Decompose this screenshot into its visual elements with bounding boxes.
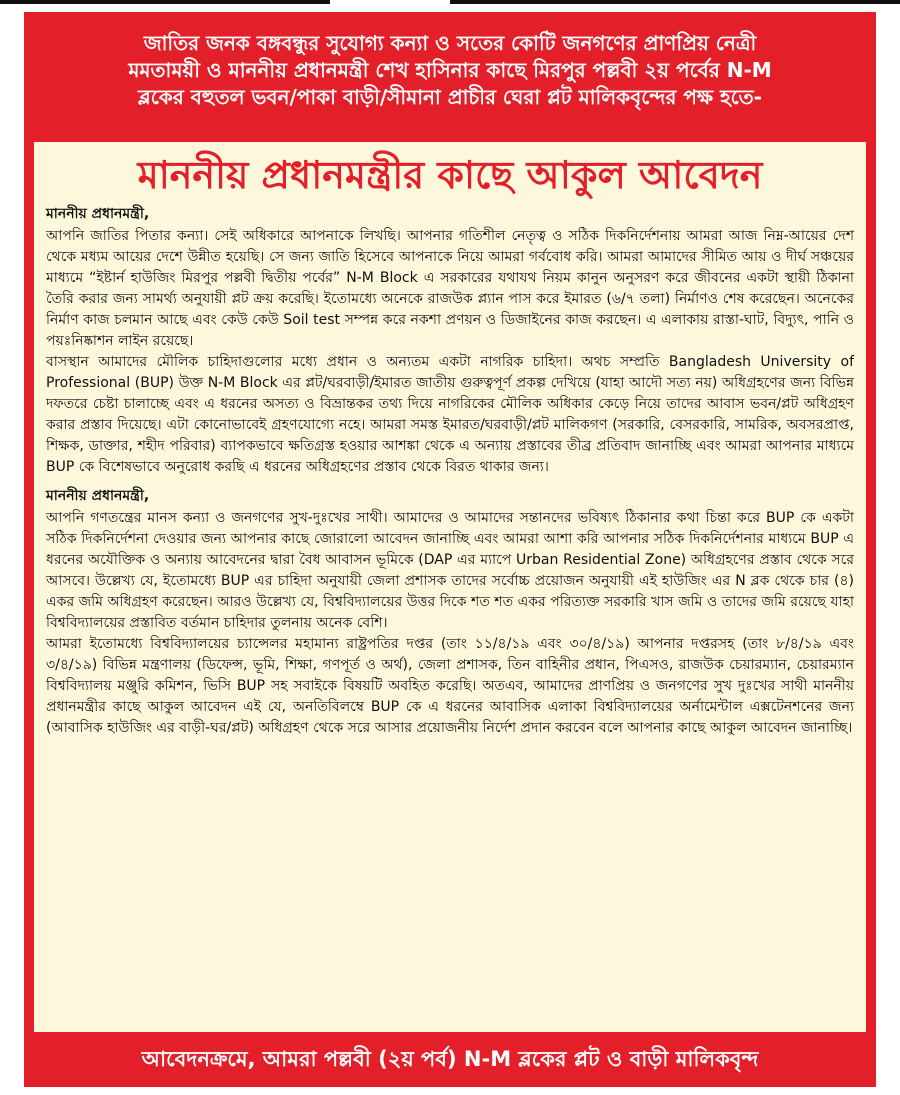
header-line: মমতাময়ী ও মাননীয় প্রধানমন্ত্রী শেখ হাসিনার কাছে মিরপুর পল্লবী ২য় পর্বের N-M bbox=[128, 58, 772, 82]
paragraph-4: আমরা ইতোমধ্যে বিশ্ববিদ্যালয়ের চ্যান্সেলর মহামান্য রাষ্ট্রপতির দপ্তর (তাং ১১/৪/১৯ এবং ৩০/৪/১৯) আপনার দপ্তরসহ (তাং ৮/৪/১৯ এবং ৩/৪/১৯) বিভিন্ন মন্ত্রণালয় (ডিফেন্স, ভূমি, শিক্ষা, গণপূর্ত ও অর্থ), জেলা প্রশাসক, তিন বাহিনীর প্রধান, পিএসও, রাজউক চেয়ারম্যান, চেয়ারম্যান বিশ্ববিদ্যালয় মঞ্জুরি কমিশন, ভিসি BUP সহ সবাইকে বিষয়টি অবহিত করেছি। অতএব, আমাদের প্রাণপ্রিয় ও জনগণের সুখ দুঃখের সাথী মাননীয় প্রধানমন্ত্রীর কাছে আকুল আবেদন এই যে, অনতিবিলম্বে BUP কে এ ধরনের আবাসিক এলাকা বিশ্ববিদ্যালয়ের অর্নামেন্টাল এক্সটেনশনের জন্য (আবাসিক হাউজিং এর বাড়ী-ঘর/প্লট) অধিগ্রহণ থেকে সরে আসার প্রয়োজনীয় নির্দেশ প্রদান করবেন বলে আপনার কাছে আকুল আবেদন জানাচ্ছি। bbox=[46, 636, 854, 736]
paragraph-2: বাসস্থান আমাদের মৌলিক চাহিদাগুলোর মধ্যে প্রধান ও অন্যতম একটা নাগরিক চাহিদা। অথচ সম্প্রতি Bangladesh University of Professional (BUP) উক্ত N-M Block এর প্লট/ঘরবাড়ী/ইমারত জাতীয় গুরুত্বপূর্ণ প্রকল্প দেখিয়ে (যাহা আদৌ সত্য নয়) অধিগ্রহণের জন্য বিভিন্ন দফতরে চেষ্টা চালাচ্ছে এবং এ ধরনের অসত্য ও বিভ্রান্তকর তথ্য দিয়ে নাগরিকের মৌলিক অধিকার কেড়ে নিয়ে তাদের আবাস ভবন/প্লট অধিগ্রহণ করার প্রস্তাব দিয়েছে। এটা কোনোভাবেই গ্রহণযোগ্যে নহে। আমরা সমস্ত ইমারত/ঘরবাড়ী/প্লট মালিকগণ (সরকারি, বেসরকারি, সামরিক, অবসরপ্রাপ্ত, শিক্ষক, ডাক্তার, শহীদ পরিবার) ব্যাপকভাবে ক্ষতিগ্রস্ত হওয়ার আশঙ্কা থেকে এ অন্যায় প্রস্তাবের তীব্র প্রতিবাদ জানাচ্ছি এবং আমরা আপনার মাধ্যমে BUP কে বিশেষভাবে অনুরোধ করছি এ ধরনের অধিগ্রহণের প্রস্তাব থেকে বিরত থাকার জন্য। bbox=[46, 354, 854, 475]
salutation-2: মাননীয় প্রধানমন্ত্রী, bbox=[46, 488, 150, 504]
letter-panel bbox=[34, 142, 866, 1032]
signature-footer: আবেদনক্রমে, আমরা পল্লবী (২য় পর্ব) N-M ব্লকের প্লট ও বাড়ী মালিকবৃন্দ bbox=[141, 1047, 759, 1071]
top-rule-left bbox=[0, 0, 330, 4]
header-line: জাতির জনক বঙ্গবন্ধুর সুযোগ্য কন্যা ও সতের কোটি জনগণের প্রাণপ্রিয় নেত্রী bbox=[143, 31, 757, 55]
paragraph-3: আপনি গণতন্ত্রের মানস কন্যা ও জনগণের সুখ-দুঃখের সাথী। আমাদের ও আমাদের সন্তানদের ভবিষ্যৎ ঠিকানার কথা চিন্তা করে BUP কে একটা সঠিক দিকনির্দেশনা দেওয়ার জন্য আপনার কাছে জোরালো আবেদন জানাচ্ছি এবং আমরা আশা করি আপনার সঠিক দিকনির্দেশনার মাধ্যমে BUP এ ধরনের অযৌক্তিক ও অন্যায় আবেদনের দ্বারা বৈধ আবাসন ভূমিকে (DAP এর ম্যাপে Urban Residential Zone) অধিগ্রহণের প্রস্তাব থেকে সরে আসবে। উল্লেখ্য যে, ইতোমধ্যে BUP এর চাহিদা অনুযায়ী জেলা প্রশাসক তাদের সর্বোচ্চ প্রয়োজন অনুযায়ী এই হাউজিং এর N ব্লক থেকে চার (৪) একর জমি অধিগ্রহণ করেছেন। আরও উল্লেখ্য যে, বিশ্ববিদ্যালয়ের উত্তর দিকে শত শত একর পরিত্যক্ত সরকারি খাস জমি ও তাদের জমি রয়েছে যাহা বিশ্ববিদ্যালয়ের প্রস্তাবিত বর্তমান চাহিদার তুলনায় অনেক বেশি। bbox=[46, 510, 854, 631]
page-title: মাননীয় প্রধানমন্ত্রীর কাছে আকুল আবেদন bbox=[137, 153, 763, 197]
salutation-1: মাননীয় প্রধানমন্ত্রী, bbox=[46, 206, 150, 222]
top-rule-right bbox=[450, 0, 900, 4]
top-rule bbox=[0, 0, 900, 10]
header-banner bbox=[24, 12, 876, 140]
advertisement-frame bbox=[24, 12, 876, 1087]
paragraph-1: আপনি জাতির পিতার কন্যা। সেই অধিকারে আপনাকে লিখছি। আপনার গতিশীল নেতৃত্ব ও সঠিক দিকনির্দেশনায় আমরা আজ নিম্ন-আয়ের দেশ থেকে মধ্যম আয়ের দেশে উন্নীত হয়েছি। সে জন্য জাতি হিসেবে আপনাকে নিয়ে আমরা গর্ববোধ করি। আমরা আমাদের সীমিত আয় ও দীর্ঘ সঞ্চয়ের মাধ্যমে “ইষ্টার্ন হাউজিং মিরপুর পল্লবী দ্বিতীয় পর্বের” N-M Block এ সরকারের যথাযথ নিয়ম কানুন অনুসরণ করে জীবনের একটা স্থায়ী ঠিকানা তৈরি করার জন্য সামর্থ্য অনুযায়ী প্লট ক্রয় করেছি। ইতোমধ্যে অনেকে রাজউক প্ল্যান পাস করে ইমারত (৬/৭ তলা) নির্মাণও শেষ করেছেন। অনেকের নির্মাণ কাজ চলমান আছে এবং কেউ কেউ Soil test সম্পন্ন করে নকশা প্রণয়ন ও ডিজাইনের কাজ করছেন। এ এলাকায় রাস্তা-ঘাট, বিদ্যুৎ, পানি ও পয়ঃনিষ্কাশন লাইন রয়েছে। bbox=[46, 228, 854, 349]
header-line: ব্লকের বহুতল ভবন/পাকা বাড়ী/সীমানা প্রাচীর ঘেরা প্লট মালিকবৃন্দের পক্ষ হতে- bbox=[138, 85, 762, 109]
